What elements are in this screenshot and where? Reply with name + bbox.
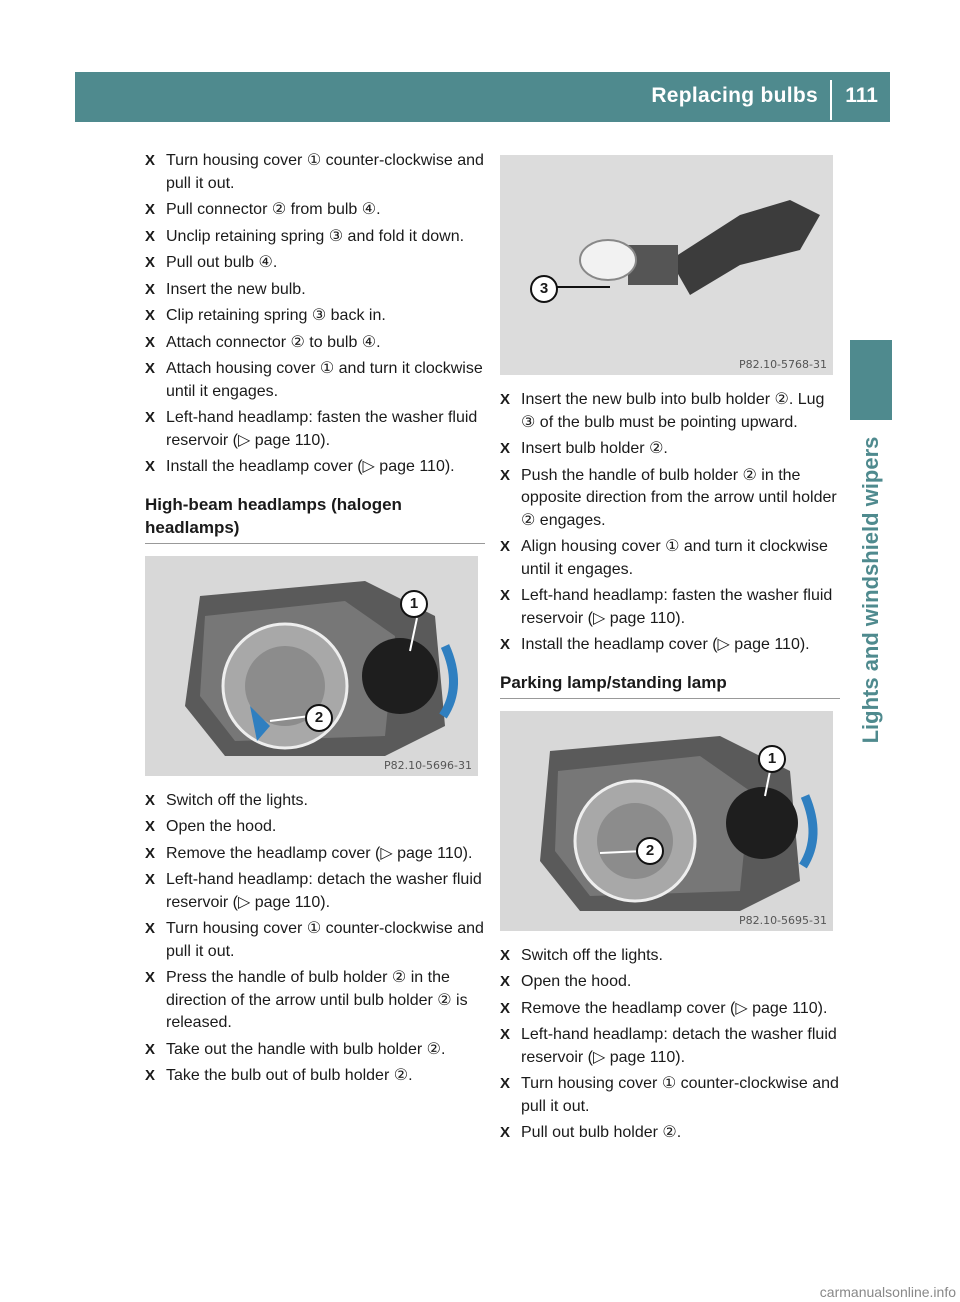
- step-marker: X: [500, 440, 511, 457]
- step-marker: X: [500, 1124, 511, 1141]
- step-text: Turn housing cover ① counter-clockwise and pull it out.: [521, 1075, 839, 1115]
- instruction-step: [145, 305, 485, 328]
- step-text: Left-hand headlamp: fasten the washer fluid reservoir (▷ page 110).: [521, 587, 833, 627]
- callout-1: 1: [400, 590, 428, 618]
- instruction-step: [145, 790, 485, 813]
- step-text: Insert the new bulb into bulb holder ②. Lug ③ of the bulb must be pointing upward.: [521, 391, 825, 431]
- step-marker: X: [145, 280, 156, 298]
- page-number: 111: [845, 84, 878, 107]
- instruction-list: [145, 790, 485, 1088]
- step-text: Open the hood.: [166, 818, 277, 835]
- instruction-step: [145, 226, 485, 249]
- step-marker: X: [145, 791, 156, 809]
- bulb-holder-illustration: [500, 155, 833, 375]
- step-text: Take the bulb out of bulb holder ②.: [166, 1067, 413, 1084]
- step-text: Switch off the lights.: [166, 791, 308, 809]
- step-text: Insert the new bulb.: [166, 280, 306, 298]
- step-text: Attach housing cover ① and turn it clockwise until it engages.: [166, 360, 483, 400]
- section-heading-parking-lamp: Parking lamp/standing lamp: [500, 671, 840, 699]
- step-marker: X: [145, 871, 156, 888]
- headlamp-illustration: [145, 556, 478, 776]
- step-text: Open the hood.: [521, 973, 632, 990]
- step-marker: X: [145, 920, 156, 937]
- instruction-list: [500, 945, 840, 1145]
- step-marker: X: [145, 1067, 156, 1084]
- step-marker: X: [500, 466, 511, 484]
- step-text: Turn housing cover ① counter-clockwise and pull it out.: [166, 152, 484, 192]
- step-text: Install the headlamp cover (▷ page 110).: [521, 636, 810, 653]
- callout-3: 3: [530, 275, 558, 303]
- step-text: Clip retaining spring ③ back in.: [166, 307, 386, 324]
- instruction-step: [500, 998, 840, 1021]
- step-text: Remove the headlamp cover (▷ page 110).: [166, 844, 473, 862]
- section-heading-high-beam: High-beam headlamps (halogen headlamps): [145, 493, 485, 544]
- instruction-step: [145, 407, 485, 452]
- instruction-step: [145, 967, 485, 1035]
- instruction-step: [500, 536, 840, 581]
- chapter-label: Lights and windshield wipers: [858, 436, 883, 744]
- instruction-step: [500, 1122, 840, 1145]
- step-marker: X: [500, 538, 511, 555]
- header-divider: [830, 80, 832, 120]
- step-text: Push the handle of bulb holder ② in the opposite direction from the arrow until holder ② engages.: [521, 466, 837, 529]
- step-marker: X: [500, 391, 511, 408]
- step-marker: X: [500, 587, 511, 604]
- callout-2: 2: [636, 837, 664, 865]
- step-text: Pull connector ② from bulb ④.: [166, 201, 381, 218]
- step-text: Align housing cover ① and turn it clockwise until it engages.: [521, 538, 828, 578]
- instruction-step: [145, 869, 485, 914]
- step-text: Unclip retaining spring ③ and fold it down.: [166, 227, 465, 245]
- instruction-step: [145, 150, 485, 195]
- step-text: Press the handle of bulb holder ② in the direction of the arrow until bulb holder ② is released.: [166, 969, 468, 1031]
- instruction-step: [500, 438, 840, 461]
- step-text: Left-hand headlamp: detach the washer fluid reservoir (▷ page 110).: [166, 871, 482, 911]
- instruction-list: [500, 389, 840, 657]
- step-text: Switch off the lights.: [521, 946, 663, 964]
- step-text: Attach connector ② to bulb ④.: [166, 333, 381, 351]
- figure-code: P82.10-5695-31: [738, 913, 827, 927]
- instruction-step: [145, 199, 485, 222]
- chapter-tab: [850, 340, 892, 420]
- instruction-step: [145, 252, 485, 275]
- instruction-step: [145, 456, 485, 479]
- instruction-step: [145, 816, 485, 839]
- step-marker: X: [500, 973, 511, 990]
- step-marker: X: [500, 1026, 511, 1043]
- step-text: Left-hand headlamp: fasten the washer fluid reservoir (▷ page 110).: [166, 409, 478, 449]
- instruction-step: [500, 945, 840, 968]
- step-marker: X: [145, 254, 156, 271]
- step-marker: X: [145, 227, 156, 245]
- instruction-step: [145, 918, 485, 963]
- figure-high-beam-headlamp: [145, 556, 478, 776]
- step-marker: X: [145, 969, 156, 986]
- instruction-step: [500, 1073, 840, 1118]
- step-text: Pull out bulb ④.: [166, 254, 278, 271]
- step-marker: X: [145, 201, 156, 218]
- instruction-step: [500, 971, 840, 994]
- instruction-step: [145, 1039, 485, 1062]
- step-marker: X: [145, 1040, 156, 1058]
- step-text: Turn housing cover ① counter-clockwise and pull it out.: [166, 920, 484, 960]
- instruction-step: [500, 634, 840, 657]
- step-marker: X: [145, 307, 156, 324]
- step-text: Install the headlamp cover (▷ page 110).: [166, 458, 455, 475]
- instruction-step: [500, 585, 840, 630]
- instruction-step: [145, 279, 485, 302]
- instruction-step: [500, 465, 840, 533]
- left-column: [145, 150, 485, 1092]
- callout-2: 2: [305, 704, 333, 732]
- page-title: Replacing bulbs: [651, 84, 818, 107]
- instruction-step: [500, 389, 840, 434]
- instruction-step: [145, 332, 485, 355]
- right-column: [500, 155, 840, 1149]
- step-marker: X: [145, 360, 156, 377]
- step-text: Remove the headlamp cover (▷ page 110).: [521, 999, 828, 1017]
- figure-code: P82.10-5696-31: [383, 758, 472, 772]
- step-marker: X: [500, 636, 511, 653]
- step-text: Insert bulb holder ②.: [521, 440, 668, 457]
- step-text: Pull out bulb holder ②.: [521, 1124, 682, 1141]
- step-marker: X: [145, 818, 156, 835]
- instruction-step: [145, 358, 485, 403]
- step-marker: X: [145, 458, 156, 475]
- instruction-step: [145, 843, 485, 866]
- step-marker: X: [145, 152, 156, 169]
- instruction-list: [145, 150, 485, 479]
- figure-code: P82.10-5768-31: [738, 358, 827, 371]
- page-header: [75, 72, 890, 122]
- step-marker: X: [500, 999, 511, 1017]
- callout-1: 1: [758, 745, 786, 773]
- footer-watermark: carmanualsonline.info: [819, 1284, 956, 1300]
- step-marker: X: [145, 844, 156, 862]
- step-marker: X: [500, 946, 511, 964]
- instruction-step: [500, 1024, 840, 1069]
- step-marker: X: [500, 1075, 511, 1092]
- figure-parking-lamp: [500, 711, 833, 931]
- step-marker: X: [145, 409, 156, 426]
- step-text: Take out the handle with bulb holder ②.: [166, 1040, 446, 1058]
- figure-bulb-holder: [500, 155, 833, 375]
- step-text: Left-hand headlamp: detach the washer fluid reservoir (▷ page 110).: [521, 1026, 837, 1066]
- step-marker: X: [145, 333, 156, 351]
- instruction-step: [145, 1065, 485, 1088]
- parking-lamp-illustration: [500, 711, 833, 931]
